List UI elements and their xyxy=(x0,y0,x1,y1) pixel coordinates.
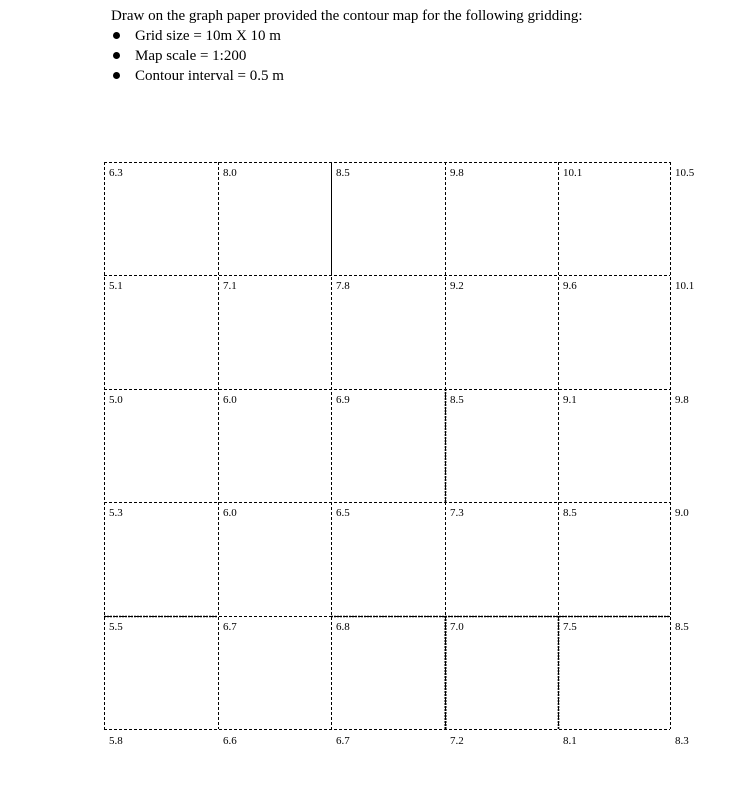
elevation-value: 5.5 xyxy=(109,621,123,633)
elevation-value: 6.0 xyxy=(223,507,237,519)
elevation-value: 7.3 xyxy=(450,507,464,519)
elevation-value: 7.8 xyxy=(336,280,350,292)
elevation-value: 9.8 xyxy=(450,167,464,179)
elevation-value: 5.0 xyxy=(109,394,123,406)
elevation-value: 10.5 xyxy=(675,167,695,179)
elevation-value: 9.1 xyxy=(563,394,577,406)
elevation-value: 8.5 xyxy=(450,394,464,406)
elevation-value: 8.3 xyxy=(675,735,689,747)
instructions-title: Draw on the graph paper provided the contour map for the following gridding: xyxy=(111,8,583,24)
bullet-text: Grid size = 10m X 10 m xyxy=(135,28,281,44)
elevation-value: 6.3 xyxy=(109,167,123,179)
elevation-value: 8.0 xyxy=(223,167,237,179)
elevation-value: 10.1 xyxy=(563,167,583,179)
elevation-value: 6.9 xyxy=(336,394,350,406)
elevation-value: 6.0 xyxy=(223,394,237,406)
elevation-value: 7.2 xyxy=(450,735,464,747)
elevation-value: 7.5 xyxy=(563,621,577,633)
elevation-value: 6.7 xyxy=(336,735,350,747)
elevation-value: 10.1 xyxy=(675,280,695,292)
elevation-value: 5.3 xyxy=(109,507,123,519)
elevation-value: 6.5 xyxy=(336,507,350,519)
elevation-value: 5.1 xyxy=(109,280,123,292)
elevation-value: 9.6 xyxy=(563,280,577,292)
elevation-value: 6.6 xyxy=(223,735,237,747)
bullet-text: Contour interval = 0.5 m xyxy=(135,68,284,84)
elevation-value: 9.0 xyxy=(675,507,689,519)
elevation-value: 6.8 xyxy=(336,621,350,633)
elevation-value: 7.1 xyxy=(223,280,237,292)
elevation-value: 8.5 xyxy=(675,621,689,633)
elevation-value: 9.2 xyxy=(450,280,464,292)
elevation-value: 7.0 xyxy=(450,621,464,633)
elevation-value: 8.5 xyxy=(563,507,577,519)
elevation-value: 8.5 xyxy=(336,167,350,179)
elevation-value: 5.8 xyxy=(109,735,123,747)
elevation-value: 6.7 xyxy=(223,621,237,633)
elevation-value: 8.1 xyxy=(563,735,577,747)
bullet-text: Map scale = 1:200 xyxy=(135,48,247,64)
elevation-value: 9.8 xyxy=(675,394,689,406)
